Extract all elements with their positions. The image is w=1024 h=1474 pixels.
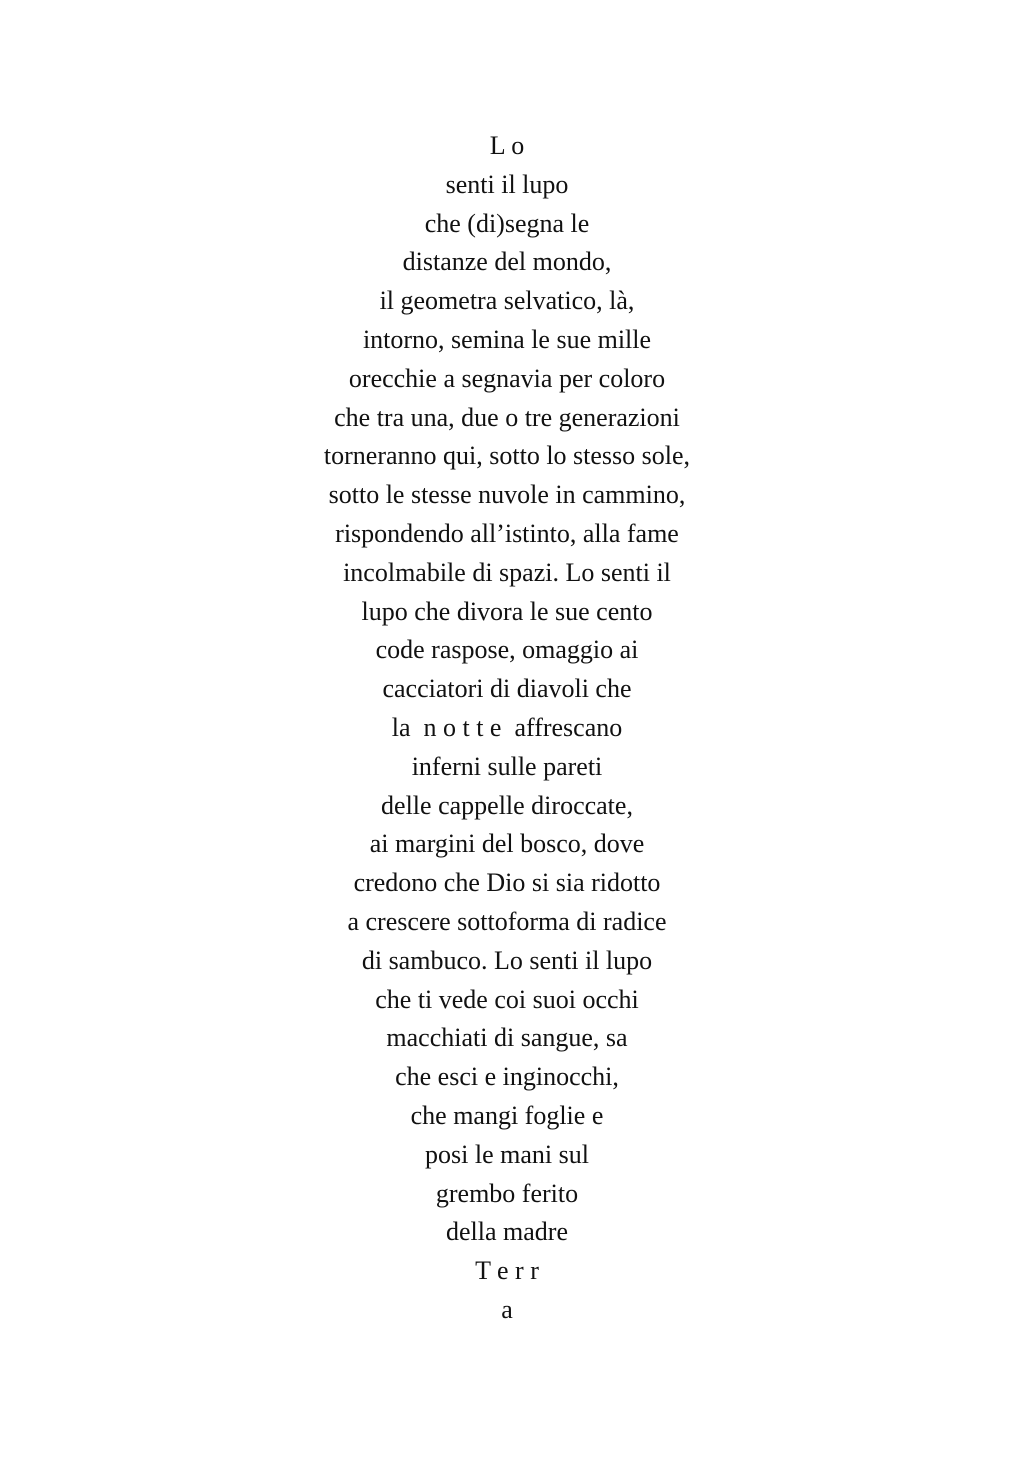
poem-line: macchiati di sangue, sa: [386, 1023, 628, 1053]
poem-line: sotto le stesse nuvole in cammino,: [328, 480, 686, 510]
poem-line: distanze del mondo,: [402, 247, 612, 277]
poem-line: la n o t t e affrescano: [391, 712, 623, 742]
poem-line: L o: [489, 131, 525, 160]
poem-line: grembo ferito: [435, 1178, 579, 1208]
poem-line: delle cappelle diroccate,: [381, 790, 633, 820]
poem-line: inferni sulle pareti: [411, 751, 603, 781]
poem-line: credono che Dio si sia ridotto: [353, 868, 661, 898]
poem-line: senti il lupo: [445, 169, 569, 199]
poem-line: a crescere sottoforma di radice: [347, 906, 667, 936]
poem-line: posi le mani sul: [425, 1139, 589, 1169]
poem-line: intorno, semina le sue mille: [362, 324, 652, 354]
poem-line: torneranno qui, sotto lo stesso sole,: [323, 441, 691, 471]
poem-line: code raspose, omaggio ai: [375, 635, 639, 665]
poem: [0, 127, 1014, 1330]
poem-line: a: [501, 1294, 513, 1324]
poem-line: che tra una, due o tre generazioni: [334, 402, 680, 432]
poem-line: il geometra selvatico, là,: [379, 286, 635, 316]
poem-line: orecchie a segnavia per coloro: [348, 363, 666, 393]
poem-line: cacciatori di diavoli che: [382, 674, 632, 704]
poem-line: T e r r: [475, 1256, 539, 1286]
poem-line: che mangi foglie e: [410, 1100, 604, 1130]
poem-line: che esci e inginocchi,: [395, 1062, 619, 1092]
poem-line: lupo che divora le sue cento: [361, 596, 653, 626]
poem-line: incolmabile di spazi. Lo senti il: [343, 557, 671, 587]
poem-line: che (di)segna le: [424, 208, 590, 238]
poem-line: ai margini del bosco, dove: [369, 829, 645, 859]
poem-line: di sambuco. Lo senti il lupo: [361, 945, 653, 975]
poem-line: della madre: [446, 1217, 568, 1247]
poem-line: che ti vede coi suoi occhi: [375, 984, 639, 1014]
poem-line: rispondendo all’istinto, alla fame: [335, 518, 679, 548]
